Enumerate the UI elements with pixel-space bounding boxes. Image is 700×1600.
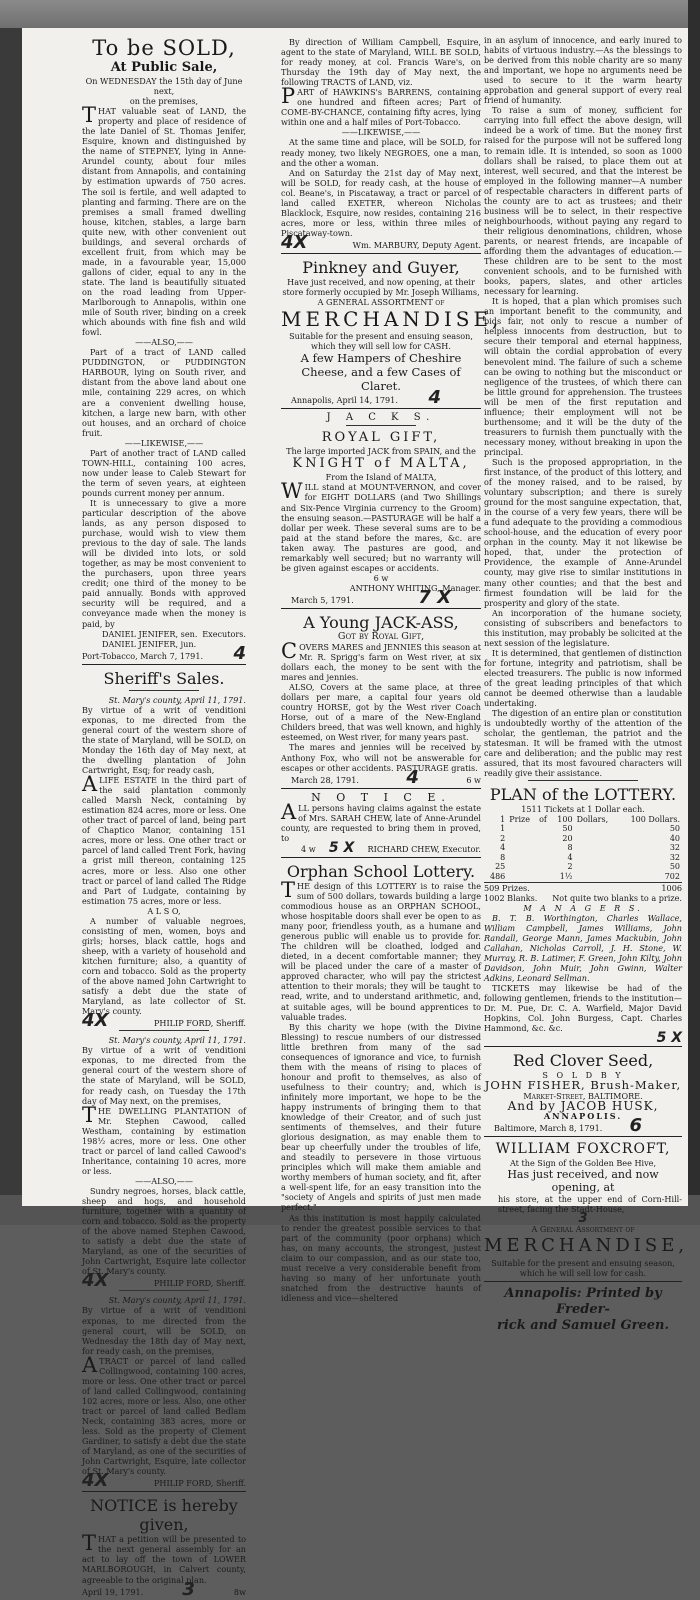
orphan-cont-body-3: It is hoped, that a plan which promises such an important benefit to the community, and bids fair, not only to rescue a number of helpless innocents from destruction, but to secure their temporal and eternal happiness, will obtain the cordial approbation of every benevolent mind. The failure of such a scheme can be owing to nothing but the misconduct or negligence of the trustees, of which there can be little ground for apprehension. The trustees will be men of the first reputation and influence; their employment will not be burthensome; and it will be the duty of the treasurers to furnish them punctually with the necessary money, without breaking in upon the principal. xyxy=(484,296,682,457)
royal-gift-title: ROYAL GIFT, xyxy=(321,430,441,446)
sale-2-dateline: St. Mary's county, April 11, 1791. xyxy=(108,1035,246,1046)
handwritten-mark: 4 xyxy=(406,766,419,788)
clover-dateline: Baltimore, March 8, 1791. xyxy=(494,1122,603,1133)
blanks-summary xyxy=(484,893,682,903)
sale-2-signature xyxy=(82,1270,246,1292)
managers-list: B. T. B. Worthington, Charles Wallace, William Campbell, James Williams, John Randall, George Mann, James Mackubin, John Callahan, Nicholas Carroll, J. H. Stone, W. Murray, R. B. Latimer, F. Green, John Kilty, John Davidson, John Muir, John Gwinn, Walter Adkins, Leonard Sellman. xyxy=(484,912,682,984)
pinkney-line-3: Suitable for the present and ensuing season, which they will sell low for CASH. xyxy=(289,331,473,352)
land-sale-date: On WEDNESDAY the 15th day of June next, xyxy=(85,76,243,97)
divider xyxy=(484,1136,682,1137)
land-sale-body-1: THAT valuable seat of LAND, the property and place of residence of the late Daniel of St. Thomas Jenifer, Esquire, known and distinguished by the name of STEPNEY, lying in Anne-Arundel county, about four miles distant from Annapolis, and containing by estimation upwards of 750 acres. The soil is fertile, and well adapted to planting and farming. There are on the premises a small framed dwelling house, kitchen, stables, a large barn quite new, with other convenient out buildings, and several orchards of excellent fruit, from which may be made, in a favourable year, 15,000 gallons of cider, equal to any in the state. The land is beautifully situated on the road leading from Upper-Marlborough to Annapolis, within one mile of South river, binding on a creek which abounds with fine fish and wild fowl. xyxy=(82,103,246,338)
notice-title: NOTICE is hereby given, xyxy=(90,1496,238,1535)
prize-value: 100 xyxy=(557,814,573,824)
prize-total: 702 xyxy=(664,872,680,882)
tracts-signer: Wm. MARBURY, Deputy Agent. xyxy=(352,239,481,250)
clover-seller-2: And by JACOB HUSK, xyxy=(507,1098,659,1113)
sale-1-body: ALIFE ESTATE in the third part of the said plantation commonly called Marsh Neck, containing by estimation 824 acres, more or less. One other tract of parcel of land, being part of Chaptico Manor, containing 151 acres, more or less. One other tract or parcel of land called Trent Fork, having a grist mill thereon, containing 125 acres, more or less. Also one other tract or parcel of land called The Ridge and Part of Ludgate, containing by estimation 75 acres, more or less. xyxy=(82,772,246,906)
jack-ass-weeks: 6 w xyxy=(466,774,481,785)
signer-1: DANIEL JENIFER, sen. xyxy=(102,628,198,639)
prizes-summary xyxy=(484,883,682,893)
printer-line-1: Annapolis: Printed by Freder- xyxy=(504,1286,662,1318)
divider xyxy=(484,1046,682,1047)
jack-ass-title: A Young JACK-ASS, xyxy=(303,612,459,632)
handwritten-mark: 4X xyxy=(82,1470,109,1492)
chew-notice-title: N O T I C E. xyxy=(311,790,451,804)
clover-address-1: Market-Street, BALTIMORE. xyxy=(523,1090,643,1101)
prize-of: of xyxy=(539,814,547,824)
sale-2-also-body: Sundry negroes, horses, black cattle, sheep and hogs, and household furniture, together with a quantity of corn and tobacco. Sold as the property of the above named Stephen Cawood, to satisfy a debt due the state of Maryland, as one of the securities of John Cartwright, Esquire late collector of St. Mary's county. xyxy=(82,1185,246,1277)
orphan-lottery-ad xyxy=(281,862,481,1303)
managers-label: M A N A G E R S. xyxy=(523,902,643,913)
orphan-body-2: By this charity we hope (with the Divine Blessing) to rescue numbers of our distressed little brethren from many of the sad consequences of ignorance and vice, to furnish them with the means of rising to places of honour and profit to themselves, as also of usefulness to their country; and, which is infinitely more important, we hope to be the happy instruments of bringing them to that knowledge of their Creator, and of such just sentiments of themselves, and their future glorious designation, as may enable them to bear up cheerfully under the troubles of life, and steadily to persevere in those virtuous principles which will make them amiable and worthy members of human society, and fit, after a well-spent life, for an easy transition into the "society of Angels and spirits of just men made perfect." xyxy=(281,1021,481,1213)
jacks-ad xyxy=(281,412,481,608)
tracts-signature xyxy=(281,231,481,253)
jack-ass-dateline: March 28, 1791. xyxy=(291,774,359,785)
prize-count: 8 xyxy=(500,852,506,862)
foxcroft-merchandise: MERCHANDISE, xyxy=(484,1234,689,1256)
prize-value: 2 xyxy=(567,862,573,872)
tracts-intro: By direction of William Campbell, Esquire, agent to the state of Maryland, WILL BE SOLD, for ready money, at col. Francis Ware's, on Thursday the 19th day of May next, the following TRACTS of LAND, viz. xyxy=(281,37,481,88)
notice-body: THAT a petition will be presented to the next general assembly for an act to lay off the town of LOWER MARLBOROUGH, in Calvert county, agreeable to the original plan. xyxy=(82,1531,246,1585)
likewise-label: ——LIKEWISE,—— xyxy=(341,127,421,138)
signer-role: Executors. xyxy=(202,628,246,639)
foxcroft-line-1: At the Sign of the Golden Bee Hive, xyxy=(509,1157,657,1168)
land-sale-title: To be SOLD, xyxy=(92,36,236,60)
clover-address-2: ANNAPOLIS. xyxy=(543,1110,623,1121)
orphan-cont-body-4: Such is the proposed appropriation, in the first instance, of the product of this lottery, and of the money raised, and to be raised, by voluntary subscription; and there is surely ground for the most sanguine expectation, that, in the course of a very few years, there will be a fund adequate to the providing a commodious school-house, and the education of every poor orphan in the county. May it not likewise be hoped, that, under the protection of Providence, the example of Anne-Arundel county, may give rise to similar institutions in many other counties; and that the best and firmest foundation will be laid for the prosperity and glory of the state. xyxy=(484,456,682,608)
divider xyxy=(281,788,481,789)
jack-ass-footer xyxy=(281,766,481,788)
handwritten-mark: 4X xyxy=(82,1010,109,1032)
handwritten-mark: 4 xyxy=(233,642,246,664)
signer-2: DANIEL JENIFER, jun. xyxy=(102,638,197,649)
jack-ass-body-2: ALSO, Covers at the same place, at three dollars per mare, a capital four years old country HORSE, got by the West river Coach Horse, out of a mare of the New-England Childers breed, that was well known, and highly esteemed, on West river, for many years past. xyxy=(281,682,481,743)
jacks-body: WILL stand at MOUNT-VERNON, and cover for EIGHT DOLLARS (and Two Shillings and Six-Pence Virginia currency to the Groom) the ensuing season.—PASTURAGE will be half a dollar per week. These several sums are to be paid at the stand before the mares, &c. are taken away. The pastures are good, and remarkably well secured; but no warranty will be given against escapes or accidents. xyxy=(281,479,481,573)
table-row xyxy=(484,862,682,872)
jack-ass-body-1: COVERS MARES and JENNIES this season at Mr. R. Sprigg's farm on West river, at six dollars each, the money to be sent with the mares and jennies. xyxy=(281,639,481,683)
divider xyxy=(346,425,416,426)
jack-ass-body-3: The mares and jennies will be received by Anthony Fox, who will not be answerable for escapes or other accidents. PASTURAGE gratis. xyxy=(281,742,481,773)
lottery-plan xyxy=(484,785,682,1047)
pinkney-line-2: A GENERAL ASSORTMENT of xyxy=(317,297,445,308)
prize-total: 40 xyxy=(669,833,680,843)
chew-notice-weeks: 4 w xyxy=(301,843,316,854)
orphan-lottery-title: Orphan School Lottery. xyxy=(286,861,476,881)
prize-value: 1½ xyxy=(559,872,573,882)
pinkney-title: Pinkney and Guyer, xyxy=(302,257,460,277)
clover-seller-1: JOHN FISHER, Brush-Maker, xyxy=(484,1078,682,1093)
orphan-body-3: As this institution is most happily calculated to render the greatest possible services to that part of the community (poor orphans) which has, on many accounts, the strongest, justest claim to our compassion, and as our state too, must receive a very considerable benefit from having so many of her unfortunate youth snatched from the destructive haunts of idleness and vice—sheltered xyxy=(281,1212,481,1303)
prize-value: 8 xyxy=(567,843,573,853)
prize-unit: Dollars, xyxy=(576,814,609,824)
orphan-cont-body-1: in an asylum of innocence, and early inured to habits of virtuous industry.—As the blessings to be derived from this noble charity are so many and important, we hope no arguments need be used to secure to it the warm hearty approbation and general support of every real friend of humanity. xyxy=(484,35,682,106)
foxcroft-line-5: Suitable for the present and ensuing season, which he will sell low for cash. xyxy=(491,1257,675,1278)
tracts-body-3: And on Saturday the 21st day of May next, will be SOLD, for ready cash, at the house of col. Beane's, in Piscataway, a tract or parcel of land called EXETER, whereon Nicholas Blacklock, Esquire, now resides, containing 216 acres, more or less, within three miles of Piscataway-town. xyxy=(281,167,481,238)
sale-1-signature xyxy=(82,1010,246,1032)
land-sale-dateline: Port-Tobacco, March 7, 1791. xyxy=(82,650,204,661)
sale-2-intro: By virtue of a writ of venditioni exponas, to me directed from the general court of the western shore of the state of Maryland, will be SOLD, for ready cash, on Tuesday the 17th day of May next, on the premises, xyxy=(82,1045,246,1106)
pinkney-footer xyxy=(281,387,481,409)
jacks-signer: ANTHONY WHITING, Manager. xyxy=(349,582,481,593)
prize-count: 4 xyxy=(500,843,506,853)
handwritten-mark: 6 xyxy=(629,1114,642,1136)
sale-1-also-body: A number of valuable negroes, consisting of men, women, boys and girls; horses, black cattle, hogs and sheep, with a variety of household and kitchen furniture; also, a quantity of corn and tobacco. Sold as the property of the above named John Cartwright to satisfy a debt due the state of Maryland, as late collector of St. Mary's county. xyxy=(82,915,246,1017)
knight-of-malta-title: KNIGHT of MALTA, xyxy=(292,456,470,472)
scan-right-edge xyxy=(688,0,700,1225)
sale-1-dateline: St. Mary's county, April 11, 1791. xyxy=(108,694,246,705)
jacks-line-2: From the Island of MALTA, xyxy=(325,472,437,483)
foxcroft-line-2: Has just received, and now opening, at xyxy=(507,1167,659,1194)
prizes-total: 1006 xyxy=(661,882,682,893)
table-row xyxy=(484,843,682,853)
foxcroft-line-3: his store, at the upper end of Corn-Hill-street, facing the Stadt-House, xyxy=(498,1193,682,1214)
marlborough-notice xyxy=(82,1496,246,1600)
sale-1-also: A L S O, xyxy=(147,905,181,916)
sheriff-title: Sheriff's Sales. xyxy=(103,668,225,688)
column-1 xyxy=(82,36,246,1600)
blanks-count: 1002 Blanks. xyxy=(484,892,538,903)
divider xyxy=(119,1290,209,1291)
tickets-note: TICKETS may likewise be had of the following gentlemen, friends to the institution—Dr. M. Pue, Dr. C. A. Warfield, Major David Hopkins, Col. John Burgess, Capt. Charles Hammond, &c. &c. xyxy=(484,983,682,1034)
orphan-cont-body-6: It is determined, that gentlemen of distinction for fortune, integrity and patriotism, shall be elected treasurers. The public is now informed of the great leading principles of that which cannot be deemed otherwise than a laudable undertaking. xyxy=(484,647,682,709)
clover-seed-ad xyxy=(484,1051,682,1136)
pinkney-line-4: A few Hampers of Cheshire Cheese, and a few Cases of Claret. xyxy=(300,351,462,394)
tracts-body-1: PART of HAWKINS's BARRENS, containing one hundred and fifteen acres; Part of COME-BY-CHANCE, containing fifty acres, lying within one and a half miles of Port-Tobacco. xyxy=(281,84,481,128)
prize-total: 100 Dollars. xyxy=(630,814,680,824)
jacks-weeks: 6 w xyxy=(373,572,389,583)
pinkney-dateline: Annapolis, April 14, 1791. xyxy=(291,395,398,406)
prizes-count: 509 Prizes. xyxy=(484,882,530,893)
jacks-line-1: The large imported JACK from SPAIN, and the xyxy=(286,446,476,457)
prize-label: Prize xyxy=(509,814,530,824)
prize-value: 20 xyxy=(562,833,573,843)
chew-notice-signer: RICHARD CHEW, Executor. xyxy=(367,843,481,854)
foxcroft-title: WILLIAM FOXCROFT, xyxy=(495,1140,671,1157)
clover-sold-by: S O L D B Y xyxy=(542,1070,624,1081)
divider xyxy=(82,664,246,665)
table-row xyxy=(484,872,682,882)
divider xyxy=(281,408,481,409)
sale-2-body: THE DWELLING PLANTATION of Mr. Stephen Cawood, called Westham, containing by estimation 198½ acres, more or less. One other tract or parcel of land called Cawood's Inheritance, containing 10 acres, more or less. xyxy=(82,1102,246,1176)
lottery-plan-title: PLAN of the LOTTERY. xyxy=(489,785,677,805)
also-label: ——ALSO,—— xyxy=(135,337,193,348)
land-sale-location: on the premises, xyxy=(129,96,199,107)
sale-3-intro: By virtue of a writ of venditioni exponas, to me directed from the general court, will be SOLD, on Wednesday the 18th day of May next, for ready cash, on the premises, xyxy=(82,1305,246,1356)
prize-value: 4 xyxy=(567,852,573,862)
land-sale-body-3: Part of another tract of LAND called TOWN-HILL, containing 100 acres, now under lease to Caleb Stewart for the term of seven years, at eighteen pounds current money per annum. xyxy=(82,447,246,498)
handwritten-mark: 3 xyxy=(578,1210,588,1226)
handwritten-mark: 3 xyxy=(182,1578,195,1600)
sale-3-body: ATRACT or parcel of land called Collingwood, containing 100 acres, more or less. One other tract or parcel of land called Collingwood, containing 102 acres, more or less. Also, one other tract or parcel of land called Bedlam Neck, containing 383 acres, more or less. Sold as the property of Clement Gardiner, to satisfy a debt due the state of Maryland, as one of the securities of John Cartwright, Esquire, late collector of St. Mary's county. xyxy=(82,1352,246,1477)
clover-title: Red Clover Seed, xyxy=(512,1051,654,1071)
tracts-body-2: At the same time and place, will be SOLD, for ready money, two likely NEGROES, one a man, and the other a woman. xyxy=(281,137,481,168)
notice-footer xyxy=(82,1578,246,1600)
tracts-sale-ad xyxy=(281,37,481,253)
sheriff-sales xyxy=(82,668,246,1492)
table-row xyxy=(484,815,682,825)
column-3 xyxy=(484,35,689,1334)
prize-total: 50 xyxy=(669,862,680,872)
orphan-lottery-continued xyxy=(484,35,682,778)
jack-ass-subtitle: Got by Royal Gift, xyxy=(337,630,425,642)
pinkney-line-1: Have just received, and now opening, at their store formerly occupied by Mr. Joseph Williams, xyxy=(282,276,480,298)
scan-left-edge xyxy=(0,28,22,1208)
prize-count: 1 xyxy=(500,824,506,834)
pinkney-merchandise: MERCHANDISE, xyxy=(281,307,503,332)
divider xyxy=(528,780,638,781)
notice-weeks: 8w xyxy=(233,1586,246,1597)
blanks-note: Not quite two blanks to a prize. xyxy=(552,892,682,903)
prize-count: 1 xyxy=(500,814,506,824)
handwritten-mark: 4X xyxy=(82,1270,109,1292)
sheriff-signer: PHILIP FORD, Sheriff. xyxy=(153,1018,246,1029)
handwritten-mark: 4X xyxy=(281,231,308,253)
land-sale-subtitle: At Public Sale, xyxy=(110,60,218,75)
sale-2-also: ——ALSO,—— xyxy=(135,1175,193,1186)
prize-total: 32 xyxy=(669,852,680,862)
divider xyxy=(129,690,199,691)
divider xyxy=(82,1491,246,1492)
divider xyxy=(281,608,481,609)
pinkney-guyer-ad xyxy=(281,257,503,409)
land-sale-ad xyxy=(82,36,246,664)
sale-3-dateline: St. Mary's county, April 11, 1791. xyxy=(108,1295,246,1306)
land-sale-body-4: It is unnecessary to give a more particular description of the above lands, as any person disposed to purchase, would wish to view them previous to the day of sale. The lands will be divided into lots, or sold together, as may be most convenient to the purchasers, upon three years credit; one third of the money to be paid annually. Bonds with approved security will be required, and a conveyance made when the money is paid, by xyxy=(82,497,246,629)
sheriff-signer: PHILIP FORD, Sheriff. xyxy=(153,1478,246,1489)
divider xyxy=(484,1281,682,1282)
prize-total: 50 xyxy=(669,824,680,834)
chew-notice-body: ALL persons having claims against the estate of Mrs. SARAH CHEW, late of Anne-Arundel county, are requested to bring them in proved, to xyxy=(281,799,481,843)
printer-line-2: rick and Samuel Green. xyxy=(497,1318,669,1334)
scan-top-shadow xyxy=(0,0,700,30)
handwritten-mark: 7 X xyxy=(418,586,451,608)
notice-dateline: April 19, 1791. xyxy=(82,1586,144,1597)
foxcroft-ad xyxy=(484,1140,689,1278)
prize-total: 32 xyxy=(669,843,680,853)
jacks-dateline: March 5, 1791. xyxy=(291,594,354,605)
table-row xyxy=(484,834,682,844)
executors-signature xyxy=(82,629,246,649)
jack-ass-ad xyxy=(281,612,481,788)
sale-1-intro: By virtue of a writ of venditioni exponas, to me directed from the general court of the western shore of the state of Maryland, will be SOLD, on Monday the 16th day of May next, at the dwelling plantation of John Cartwright, Esq; for ready cash, xyxy=(82,704,246,776)
divider xyxy=(119,1030,209,1031)
orphan-cont-body-2: To raise a sum of money, sufficient for carrying into full effect the above design, will indeed be a work of time. But the money first raised for the purpose will not be suffered long to remain idle. It is intended, so soon as 1000 dollars shall be raised, to place them out at interest, well secured, and that the interest be employed in the following manner—A number of respectable characters in different parts of the county are to act as trustees; and their business will be to select, in their respective neighbourhoods, without paying any regard to their religious denominations, children, whose parents, or nearest friends, are incapable of affording them the advantages of education.—These children are to be sent to the most convenient schools, and to be furnished with books, papers, slates, and other articles necessary for learning. xyxy=(484,105,682,297)
table-row xyxy=(484,853,682,863)
prize-count: 486 xyxy=(489,872,506,882)
likewise-label: ——LIKEWISE,—— xyxy=(124,437,204,448)
orphan-cont-body-5: An incorporation of the humane society, consisting of subscribers and benefactors to this institution, may probably be solicited at the next session of the legislature. xyxy=(484,607,682,648)
orphan-body-1: THE design of this LOTTERY is to raise the sum of 500 dollars, towards building a large commodious house as an ORPHAN SCHOOL, whose hospitable doors shall ever be open to as many poor, friendless youth, as a humane and generous public will enable us to provide for. The children will be cloathed, lodged and dieted, in a decent comfortable manner; they will be placed under the care of a master of approved character, who will pay the strictest attention to their morals; they will be taught to read, write, and to understand arithmetic, and, at suitable ages, will be bound apprentices to valuable trades. xyxy=(281,877,481,1022)
jacks-label: J A C K S. xyxy=(326,412,436,424)
lottery-prize-table xyxy=(484,815,682,883)
handwritten-mark: 5 X xyxy=(328,839,355,856)
land-sale-body-2: Part of a tract of LAND called PUDDINGTON, or PUDDINGTON HARBOUR, lying on South river, and distant from the above land about one mile, containing 229 acres, on which are a convenient dwelling house, kitchen, a large new barn, with other out houses, and an orchard of choice fruit. xyxy=(82,347,246,438)
table-row xyxy=(484,824,682,834)
divider xyxy=(281,857,481,858)
lottery-tickets: 1511 Tickets at 1 Dollar each. xyxy=(521,804,645,815)
chew-notice xyxy=(281,790,481,856)
prize-value: 50 xyxy=(562,824,573,834)
chew-notice-signature xyxy=(281,839,481,856)
handwritten-mark: 5 X xyxy=(656,1030,682,1047)
prize-count: 25 xyxy=(495,862,506,872)
divider xyxy=(281,253,481,254)
foxcroft-line-4: A General Assortment of xyxy=(531,1223,635,1234)
sale-3-signature xyxy=(82,1470,246,1492)
prize-count: 2 xyxy=(500,833,506,843)
printer-footer xyxy=(484,1286,682,1334)
handwritten-mark: 4 xyxy=(428,387,441,409)
sheriff-signer: PHILIP FORD, Sheriff. xyxy=(153,1278,246,1289)
orphan-cont-body-7: The digestion of an entire plan or constitution is undoubtedly worthy of the attention of the scholar, the gentleman, the patriot and the statesman. It will be framed with the utmost care and deliberation; and the public may rest assured, that its most favoured characters will readily give their assistance. xyxy=(484,708,682,779)
